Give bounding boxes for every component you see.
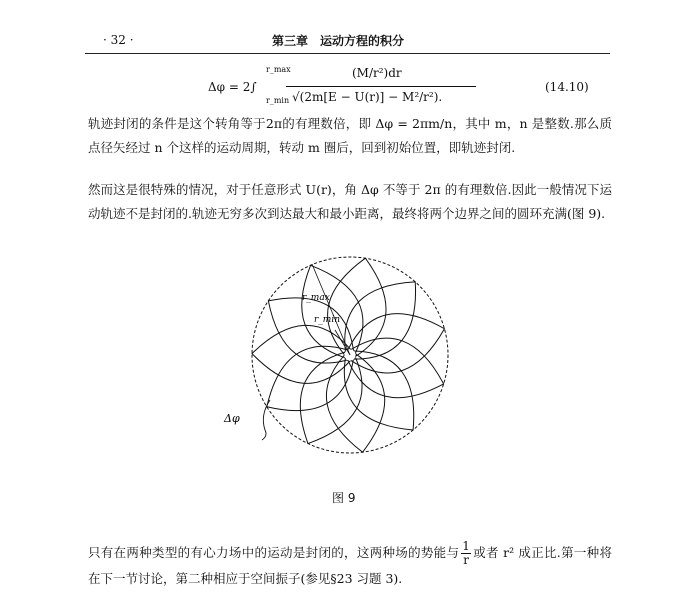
equation-lhs: Δφ = 2∫	[208, 80, 257, 94]
paragraph-general-case: 然而这是很特殊的情况，对于任意形式 U(r)，角 Δφ 不等于 2π 的有理数倍.因此一般情况下运动轨迹不是封闭的.轨迹无穷多次到达最大和最小距离，最终将两个边界之间的圆环充满(图 9).	[88, 182, 612, 221]
paragraph-closed-orbit-condition: 轨迹封闭的条件是这个转角等于2π的有理数倍，即 Δφ = 2πm/n，其中 m，n 是整数.那么质点径矢经过 n 个这样的运动周期，转动 m 圈后，回到初始位置，即轨迹封闭.	[88, 116, 612, 155]
equation-numerator: (M/r²)dr	[352, 66, 402, 80]
header-rule	[85, 53, 610, 54]
figure-caption: 图 9	[332, 491, 356, 505]
chapter-title: 第三章 运动方程的积分	[272, 34, 405, 48]
one-over-r-fraction: $\frac{1}{r}$	[462, 539, 470, 567]
equation-number: (14.10)	[545, 80, 589, 94]
delta-phi-label: Δφ	[224, 412, 240, 425]
paragraph-closed-field-types: 只有在两种类型的有心力场中的运动是封闭的，这两种场的势能与 $\frac{1}{r}$ 或者 r² 成正比.第一种将在下一节讨论，第二种相应于空间振子(参见§23 习题 3).	[88, 539, 612, 586]
orbit-loop	[326, 354, 384, 452]
rmax-radius-line	[312, 264, 350, 355]
rmin-label: r_min	[314, 315, 341, 325]
delta-phi-brace	[262, 400, 270, 440]
figure-9-rosette-orbit	[210, 250, 470, 472]
orbit-loop	[328, 258, 386, 356]
page-number: · 32 ·	[103, 33, 134, 47]
fraction-bar	[286, 86, 476, 87]
orbit-loops	[252, 258, 444, 452]
equation-denominator: √(2m[E − U(r)] − M²/r²).	[292, 90, 443, 104]
equation-lower-limit: r_min	[266, 96, 290, 105]
equation-upper-limit: r_max	[266, 65, 291, 74]
orbit-loop	[302, 265, 363, 357]
orbit-loop	[300, 352, 362, 443]
rmax-label: r_max	[302, 293, 330, 303]
rmin-radius-line	[335, 330, 350, 355]
